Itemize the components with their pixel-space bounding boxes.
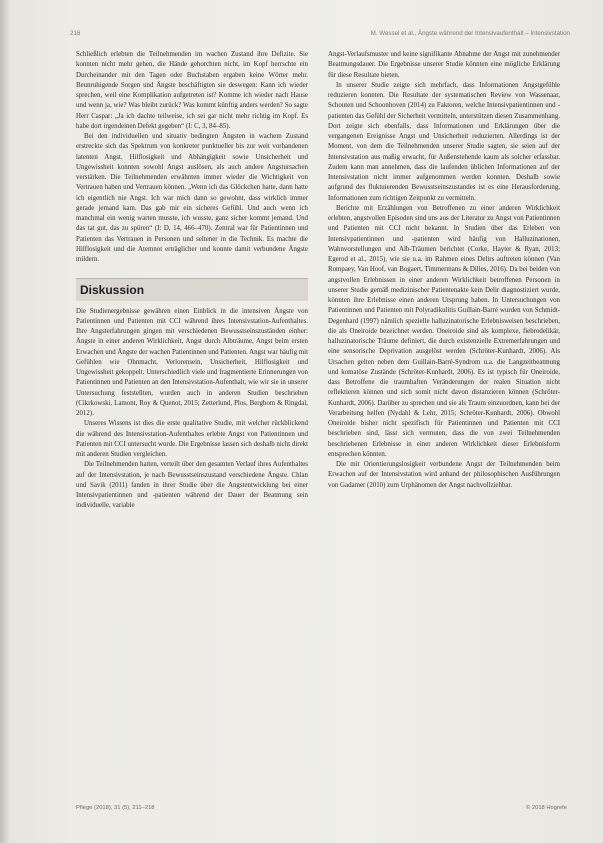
body-paragraph: Bei den individuellen und situativ bedingten Ängsten in wachem Zustand erstreckte sich das Spektrum von konkreter punktueller bis zur weit vorhandenen latenten Angst. Hilflosigkeit und Abhängigkeit sowie Unsicherheit und Ungewissheit konnten sowohl Angst auslösen, als auch andere Angstursachen verstärken. Die Teilnehmenden erwähnten immer wieder die Wichtigkeit von Vertrauen haben und Vertrauen können. „Wenn ich das Glöckchen hatte, dann hatte ich eigentlich nie Angst. Ich war mich dann so gewohnt, dass wirklich immer gerade jemand kam. Das gab mir ein sicheres Gefühl. Und auch wenn ich manchmal ein wenig warten musste, ich wusste, ganz sicher kommt jemand. Und das tat gut, das zu spüren“ (I: D, 14, 466–470). Zentral war für Patientinnen und Patienten das Vertrauen in Personen und seltener in die Technik. Es machte die Hilflosigkeit und die Atemnot erträglicher und konnte damit verbundene Ängste mildern. [76, 133, 308, 263]
body-paragraph: Angst-Verlaufsmuster und keine signifikante Abnahme der Angst mit zunehmender Beatmungsdauer. Die Ergebnisse unserer Studie könnten eine mögliche Erklärung für diese Resultate bieten. [328, 51, 560, 79]
body-paragraph: In unserer Studie zeigte sich mehrfach, dass Informationen Angstgefühle reduzieren konnten. Die Resultate der systematischen Review von Wassenaar, Schouten und Schoonhoven (2014) zu Faktoren, welche Intensivpatientinnen und -patienten das Gefühl der Sicherheit vermitteln, unterstützen diesen Zusammenhang. Dort zeigte sich ebenfalls, dass Informationen und Erklärungen über die vergangenen Ereignisse Angst und Unsicherheit reduzierten. Allerdings ist der Moment, von dem die Teilnehmenden unserer Studie sagten, sie seien auf der Intensivstation aus maßig erwacht, für Außenstehende kaum als solcher erfassbar. Zudem kann man annehmen, dass die laufenden üblichen Informationen auf der Intensivstation nicht immer aufgenommen werden konnten. Deshalb sowie aufgrund des fluktuierenden Bewusstseinszustandes ist es eine Herausforderung, Informationen zum richtigen Zeitpunkt zu vermitteln. [328, 81, 560, 202]
section-heading-diskussion: Diskussion [76, 278, 308, 300]
running-title: M. Wessel et al., Ängste während der Intensivaufenthalt – Intensivstation [370, 30, 570, 37]
body-paragraph: Unseres Wissens ist dies die erste qualitative Studie, mit welcher rückblickend die während des Intensivstation-Aufenthaltes erlebte Angst von Patientinnen und Patienten mit CCI untersucht wurde. Die Ergebnisse lassen sich deshalb nicht direkt mit anderen Studien vergleichen. [76, 420, 308, 458]
body-paragraph: Die Studienergebnisse gewähren einen Einblick in die intensiven Ängste von Patientinnen und Patienten mit CCI während ihres Intensivstation-Aufenthaltes. Ihre Angsterfahrungen gingen mit verschiedenen Bewusstseinszuständen einher: Ängste in einer anderen Wirklichkeit, Angst durch Albträume, Angst beim ersten Erwachen und Ängste der wachen Patientinnen und Patienten. Angst war häufig mit Gefühlen wie Ohnmacht, Verlorensein, Unsicherheit, Hilflosigkeit und Ungewissheit gekoppelt. Unterschiedlich viele und fragmentierte Erinnerungen von Patientinnen und Patienten an den Intensivstation-Aufenthalt, wie wir sie in unserer Untersuchung feststellten, wurden auch in anderen Studien beschrieben (Cikrkowski, Lamont, Roy & Quenot, 2015; Zetterlund, Plos, Bergbom & Ringdal, 2012). [76, 307, 308, 417]
right-column [328, 50, 560, 491]
footer-citation: Pflege (2018), 31 (5), 211–218 [76, 805, 155, 811]
body-paragraph: Die mit Orientierungslosigkeit verbundene Angst der Teilnehmenden beim Erwachen auf der Intensivstation wird anhand der philosophischen Ausführungen von Gadamer (2010) zum Urphänomen der Angst nachvollziehbar. [328, 461, 560, 489]
left-column [76, 50, 308, 512]
footer-publisher: © 2018 Hogrefe [525, 805, 567, 811]
page-edge-shadow [0, 0, 10, 843]
body-paragraph: Schließlich erlebten die Teilnehmenden im wachen Zustand ihre Defizite. Sie konnten nicht mehr gehen, die Hände gehorchten nicht, im Kopf herrschte ein Durcheinander mit den Tagen oder Buchstaben ergaben keine Wörter mehr. Beunruhigende Sorgen und Ängste beschäftigten sie deswegen: Kann ich wieder sprechen, weil eine Komplikation aufgetreten ist? Komme ich wieder nach Hause und wenn ja, wie? Was bleibt zurück? Was kommt künftig anders werden? So sagte Herr Caspar: „Ja ich dachte teilweise, ich sei gar nicht mehr richtig im Kopf. Es habe dort irgendeinen Defekt gegeben“ (I: C, 3, 84–85). [76, 51, 308, 130]
body-paragraph: Berichte mit Erzählungen von Betroffenen zu einer anderen Wirklichkeit erlebten, angstvollen Episoden sind uns aus der Literatur zu Angst von Patientinnen und Patienten mit CCI nicht bekannt. In Studien über das Erleben von Intensivpatientinnen und -patienten wird häufig von Halluzinationen, Wahnvorstellungen und Alb-Träumen berichtet (Corke, Hayter & Ryan, 2013; Egerod et al., 2015), wie sie u.a. im Rahmen eines Delirs auftreten können (Van Rompaey, Van Hoof, van Bogaert, Timmermans & Dilles, 2016). Da bei beiden von angstvollen Erlebnissen in einer anderen Wirklichkeit betroffenen Personen in unserer Studie gemäß medizinischer Patientenakte kein Delir diagnostiziert wurde, könnten ihre Erlebnisse einen anderen Ursprung haben. In Untersuchungen von Patientinnen und Patienten mit Polyradikulitis Guillain-Barré wurden von Schmidt-Degenhard (1997) nämlich spezielle halluzinatorische Erlebnisweisen beschrieben, die als Oneiroide bezeichnet werden. Oneiroide sind als komplexe, fiebrodelikär, halluzinatorische Träume definiert, die durch existenzielle Extremerfahrungen und eine sensorische Deprivation ausgelöst werden (Schröter-Kunhardt, 2006). Als Ursachen gelten neben dem Guillain-Barré-Syndrom u.a. die Langzeitbeatmung und komatöse Zustände (Schröter-Kunhardt, 2006). Es ist typisch für Oneiroide, dass Betroffene die traumhaften Veränderungen der realen Situation nicht reflektieren können und sich somit nicht davon distanzieren können (Schröter-Kunhardt, 2006). Darüber zu sprechen und sie als Traum einzuordnen, kann bei der Verarbeitung helfen (Nydahl & Lehr, 2015; Schröter-Kunhardt, 2006). Obwohl Oneiroide bisher nicht spezifisch für Patientinnen und Patienten mit CCI beschrieben sind, lässt sich vermuten, dass die von zwei Teilnehmenden beschriebenen Erlebnisse in einer anderen Wirklichkeit dieser Erlebnisform entsprechen könnten. [328, 204, 560, 458]
page-number: 216 [70, 30, 81, 37]
body-paragraph: Die Teilnehmenden hatten, verteilt über den gesamten Verlauf ihres Aufenthaltes auf der Intensivstation, je nach Bewusstseinszustand verschiedene Ängste. Chlan und Savik (2011) fanden in ihrer Studie über die Angstentwicklung bei einer Intensivpatientinnen und -patienten während der Dauer der Beatmung sein individuelle, variable [76, 461, 308, 510]
running-header [70, 30, 570, 42]
